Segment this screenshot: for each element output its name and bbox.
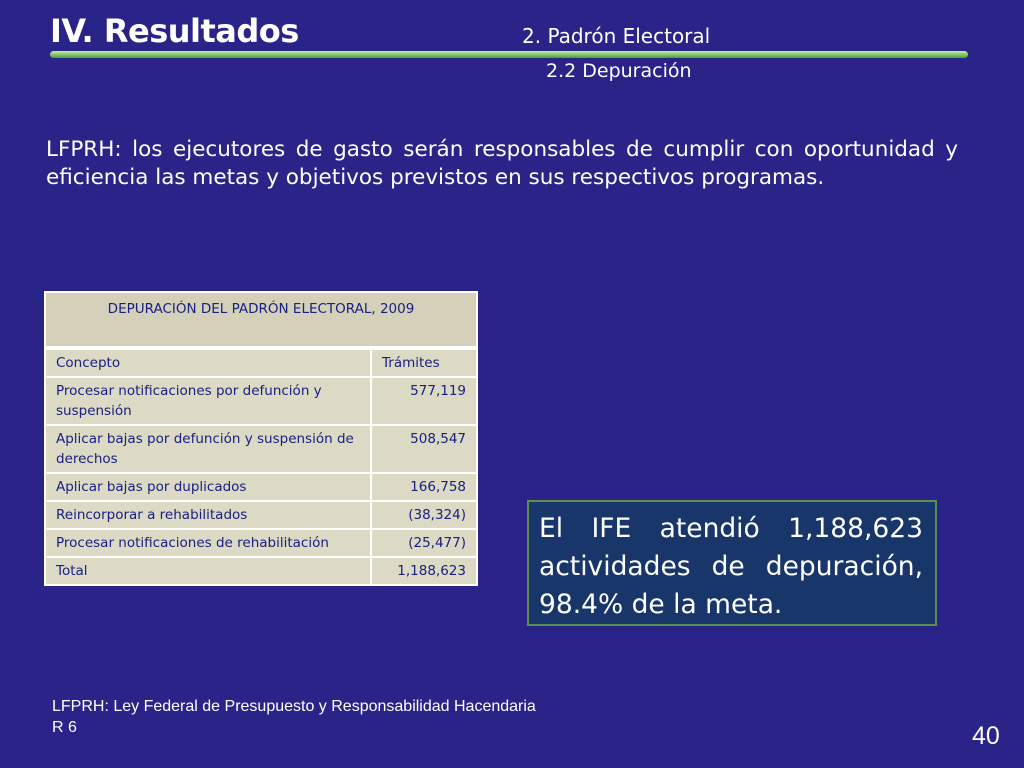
row-tramites: 1,188,623 [371,557,477,585]
footnote-definition: LFPRH: Ley Federal de Presupuesto y Responsabilidad Hacendaria [52,698,536,715]
row-concepto: Procesar notificaciones de rehabilitación [45,529,371,557]
subsection-label: 2.2 Depuración [546,60,692,82]
row-tramites: 166,758 [371,473,477,501]
intro-paragraph: LFPRH: los ejecutores de gasto serán responsables de cumplir con oportunidad y eficiencia las metas y objetivos previstos en sus respectivos programas. [46,137,958,190]
table-row [45,377,477,425]
footnote [52,696,536,738]
title-divider [50,51,968,58]
table-title: DEPURACIÓN DEL PADRÓN ELECTORAL, 2009 [45,292,477,348]
row-concepto: Aplicar bajas por defunción y suspensión de derechos [45,425,371,473]
row-tramites: 508,547 [371,425,477,473]
row-tramites: (38,324) [371,501,477,529]
table-row [45,529,477,557]
depuracion-table [44,291,478,586]
row-concepto: Aplicar bajas por duplicados [45,473,371,501]
column-header-tramites: Trámites [371,348,477,377]
row-tramites: 577,119 [371,377,477,425]
section-label: 2. Padrón Electoral [522,24,711,48]
table-header-row [45,348,477,377]
row-concepto: Total [45,557,371,585]
row-concepto: Reincorporar a rehabilitados [45,501,371,529]
table-total-row [45,557,477,585]
column-header-concepto: Concepto [45,348,371,377]
row-tramites: (25,477) [371,529,477,557]
summary-callout: El IFE atendió 1,188,623 actividades de depuración, 98.4% de la meta. [527,500,937,626]
page-number: 40 [972,722,1000,750]
table-row [45,473,477,501]
table-title-row [45,292,477,348]
table-row [45,425,477,473]
table-row [45,501,477,529]
row-concepto: Procesar notificaciones por defunción y suspensión [45,377,371,425]
footnote-reference: R 6 [52,719,77,736]
slide-title: IV. Resultados [50,12,299,50]
